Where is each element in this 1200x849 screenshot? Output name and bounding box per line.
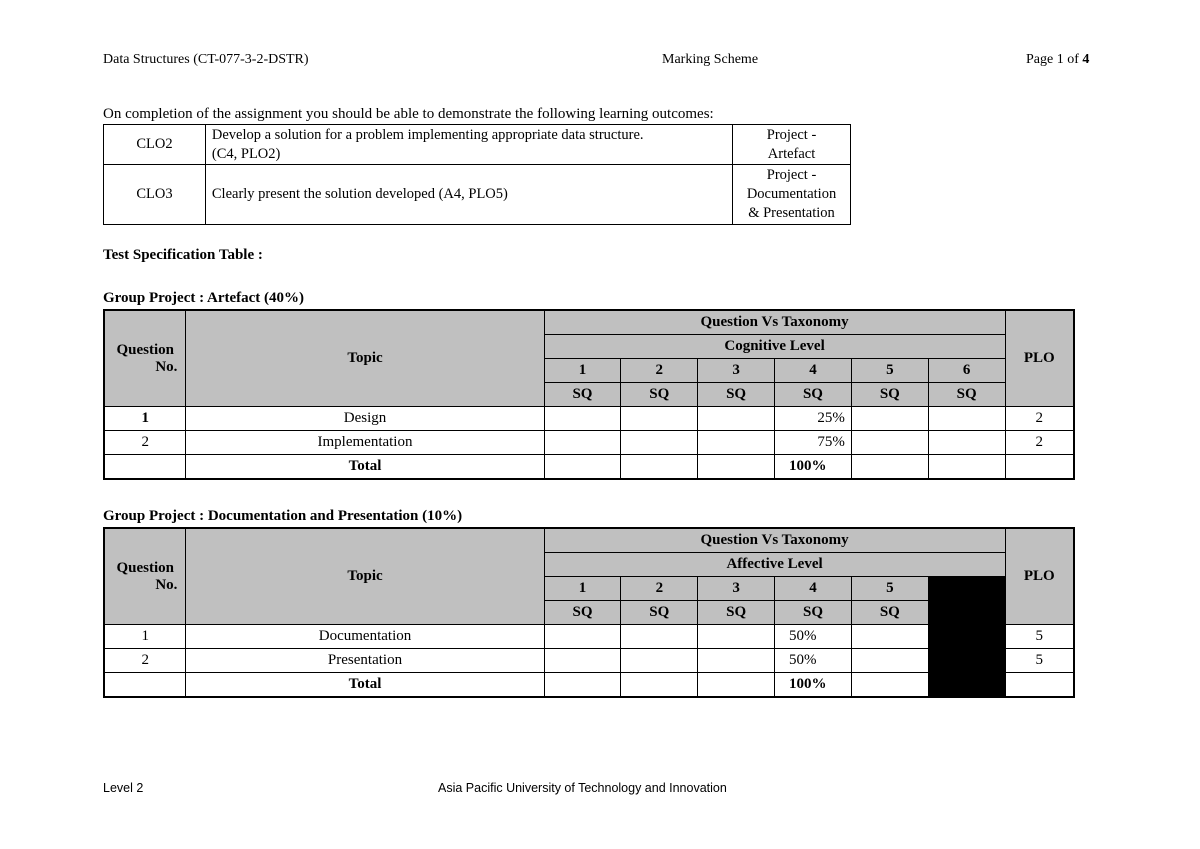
plo-header: PLO bbox=[1005, 528, 1074, 625]
clo-description-line: (C4, PLO2) bbox=[211, 145, 281, 162]
clo-code: CLO2 bbox=[104, 125, 206, 165]
clo-row bbox=[104, 165, 851, 225]
sq-label: SQ bbox=[621, 383, 698, 407]
affective-level-header: Affective Level bbox=[544, 553, 1005, 577]
level-2: 2 bbox=[621, 577, 698, 601]
level-1: 1 bbox=[544, 359, 621, 383]
footer-level: Level 2 bbox=[103, 781, 144, 795]
sq-label: SQ bbox=[775, 383, 852, 407]
docpres-table bbox=[103, 527, 1075, 698]
level-4-value: 25% bbox=[775, 407, 852, 431]
clo-description: Clearly present the solution developed (A4, PLO5) bbox=[205, 165, 732, 225]
total-label: Total bbox=[186, 673, 544, 698]
sq-label: SQ bbox=[544, 601, 621, 625]
learning-outcomes-table bbox=[103, 124, 851, 225]
question-no: 1 bbox=[104, 407, 186, 431]
question-no: 2 bbox=[104, 649, 186, 673]
level-4-value: 50% bbox=[775, 625, 852, 649]
page-total: 4 bbox=[1082, 52, 1090, 67]
intro-text: On completion of the assignment you should be able to demonstrate the following learning outcomes: bbox=[103, 106, 714, 122]
table-row bbox=[104, 407, 1074, 431]
topic-header: Topic bbox=[186, 310, 544, 407]
clo-assessment-line: Documentation bbox=[746, 186, 837, 202]
level-4: 4 bbox=[775, 577, 852, 601]
clo-assessment-line: Artefact bbox=[767, 145, 816, 162]
plo-value: 5 bbox=[1005, 649, 1074, 673]
test-spec-heading: Test Specification Table : bbox=[103, 247, 263, 263]
topic: Implementation bbox=[186, 431, 544, 455]
level-6: 6 bbox=[928, 359, 1005, 383]
topic-header: Topic bbox=[186, 528, 544, 625]
question-no-header bbox=[104, 310, 186, 407]
level-4: 4 bbox=[775, 359, 852, 383]
topic: Presentation bbox=[186, 649, 544, 673]
page-prefix: Page 1 of bbox=[1026, 52, 1083, 67]
clo-description-line: Develop a solution for a problem implementing appropriate data structure. bbox=[211, 126, 644, 143]
page-number bbox=[1026, 52, 1089, 68]
header-row bbox=[104, 310, 1074, 335]
table-row bbox=[104, 431, 1074, 455]
footer-university: Asia Pacific University of Technology and Innovation bbox=[438, 781, 727, 795]
plo-value: 5 bbox=[1005, 625, 1074, 649]
artefact-table bbox=[103, 309, 1075, 480]
no-label: No. bbox=[155, 358, 178, 375]
total-label: Total bbox=[186, 455, 544, 480]
topic: Design bbox=[186, 407, 544, 431]
level-1: 1 bbox=[544, 577, 621, 601]
level-5: 5 bbox=[851, 359, 928, 383]
question-no: 2 bbox=[104, 431, 186, 455]
plo-value: 2 bbox=[1005, 407, 1074, 431]
artefact-heading: Group Project : Artefact (40%) bbox=[103, 290, 305, 306]
clo-assessment-line: Project - bbox=[766, 126, 817, 143]
level-3: 3 bbox=[698, 359, 775, 383]
docpres-heading: Group Project : Documentation and Presentation (10%) bbox=[103, 508, 463, 524]
question-label: Question bbox=[116, 341, 174, 358]
question-no: 1 bbox=[104, 625, 186, 649]
level-4-value: 50% bbox=[775, 649, 852, 673]
cognitive-level-header: Cognitive Level bbox=[544, 335, 1005, 359]
course-title: Data Structures (CT-077-3-2-DSTR) bbox=[103, 52, 309, 67]
no-label: No. bbox=[155, 576, 178, 593]
level-3: 3 bbox=[698, 577, 775, 601]
sq-label: SQ bbox=[775, 601, 852, 625]
clo-assessment bbox=[733, 125, 851, 165]
sq-label: SQ bbox=[698, 383, 775, 407]
taxonomy-header: Question Vs Taxonomy bbox=[544, 310, 1005, 335]
document-title: Marking Scheme bbox=[662, 52, 759, 67]
sq-label: SQ bbox=[928, 383, 1005, 407]
header-row bbox=[104, 528, 1074, 553]
sq-label: SQ bbox=[621, 601, 698, 625]
blocked-cell bbox=[928, 577, 1005, 698]
total-value: 100% bbox=[775, 455, 852, 480]
clo-code: CLO3 bbox=[104, 165, 206, 225]
clo-description bbox=[205, 125, 732, 165]
sq-label: SQ bbox=[851, 601, 928, 625]
question-label: Question bbox=[116, 559, 174, 576]
sq-label: SQ bbox=[851, 383, 928, 407]
plo-value: 2 bbox=[1005, 431, 1074, 455]
topic: Documentation bbox=[186, 625, 544, 649]
question-no-header bbox=[104, 528, 186, 625]
plo-header: PLO bbox=[1005, 310, 1074, 407]
total-row bbox=[104, 455, 1074, 480]
sq-label: SQ bbox=[698, 601, 775, 625]
clo-row bbox=[104, 125, 851, 165]
total-value: 100% bbox=[775, 673, 852, 698]
clo-assessment-line: Project - bbox=[766, 167, 817, 183]
level-2: 2 bbox=[621, 359, 698, 383]
sq-label: SQ bbox=[544, 383, 621, 407]
clo-assessment-line: & Presentation bbox=[748, 205, 835, 221]
level-5: 5 bbox=[851, 577, 928, 601]
clo-assessment bbox=[733, 165, 851, 225]
taxonomy-header: Question Vs Taxonomy bbox=[544, 528, 1005, 553]
level-4-value: 75% bbox=[775, 431, 852, 455]
